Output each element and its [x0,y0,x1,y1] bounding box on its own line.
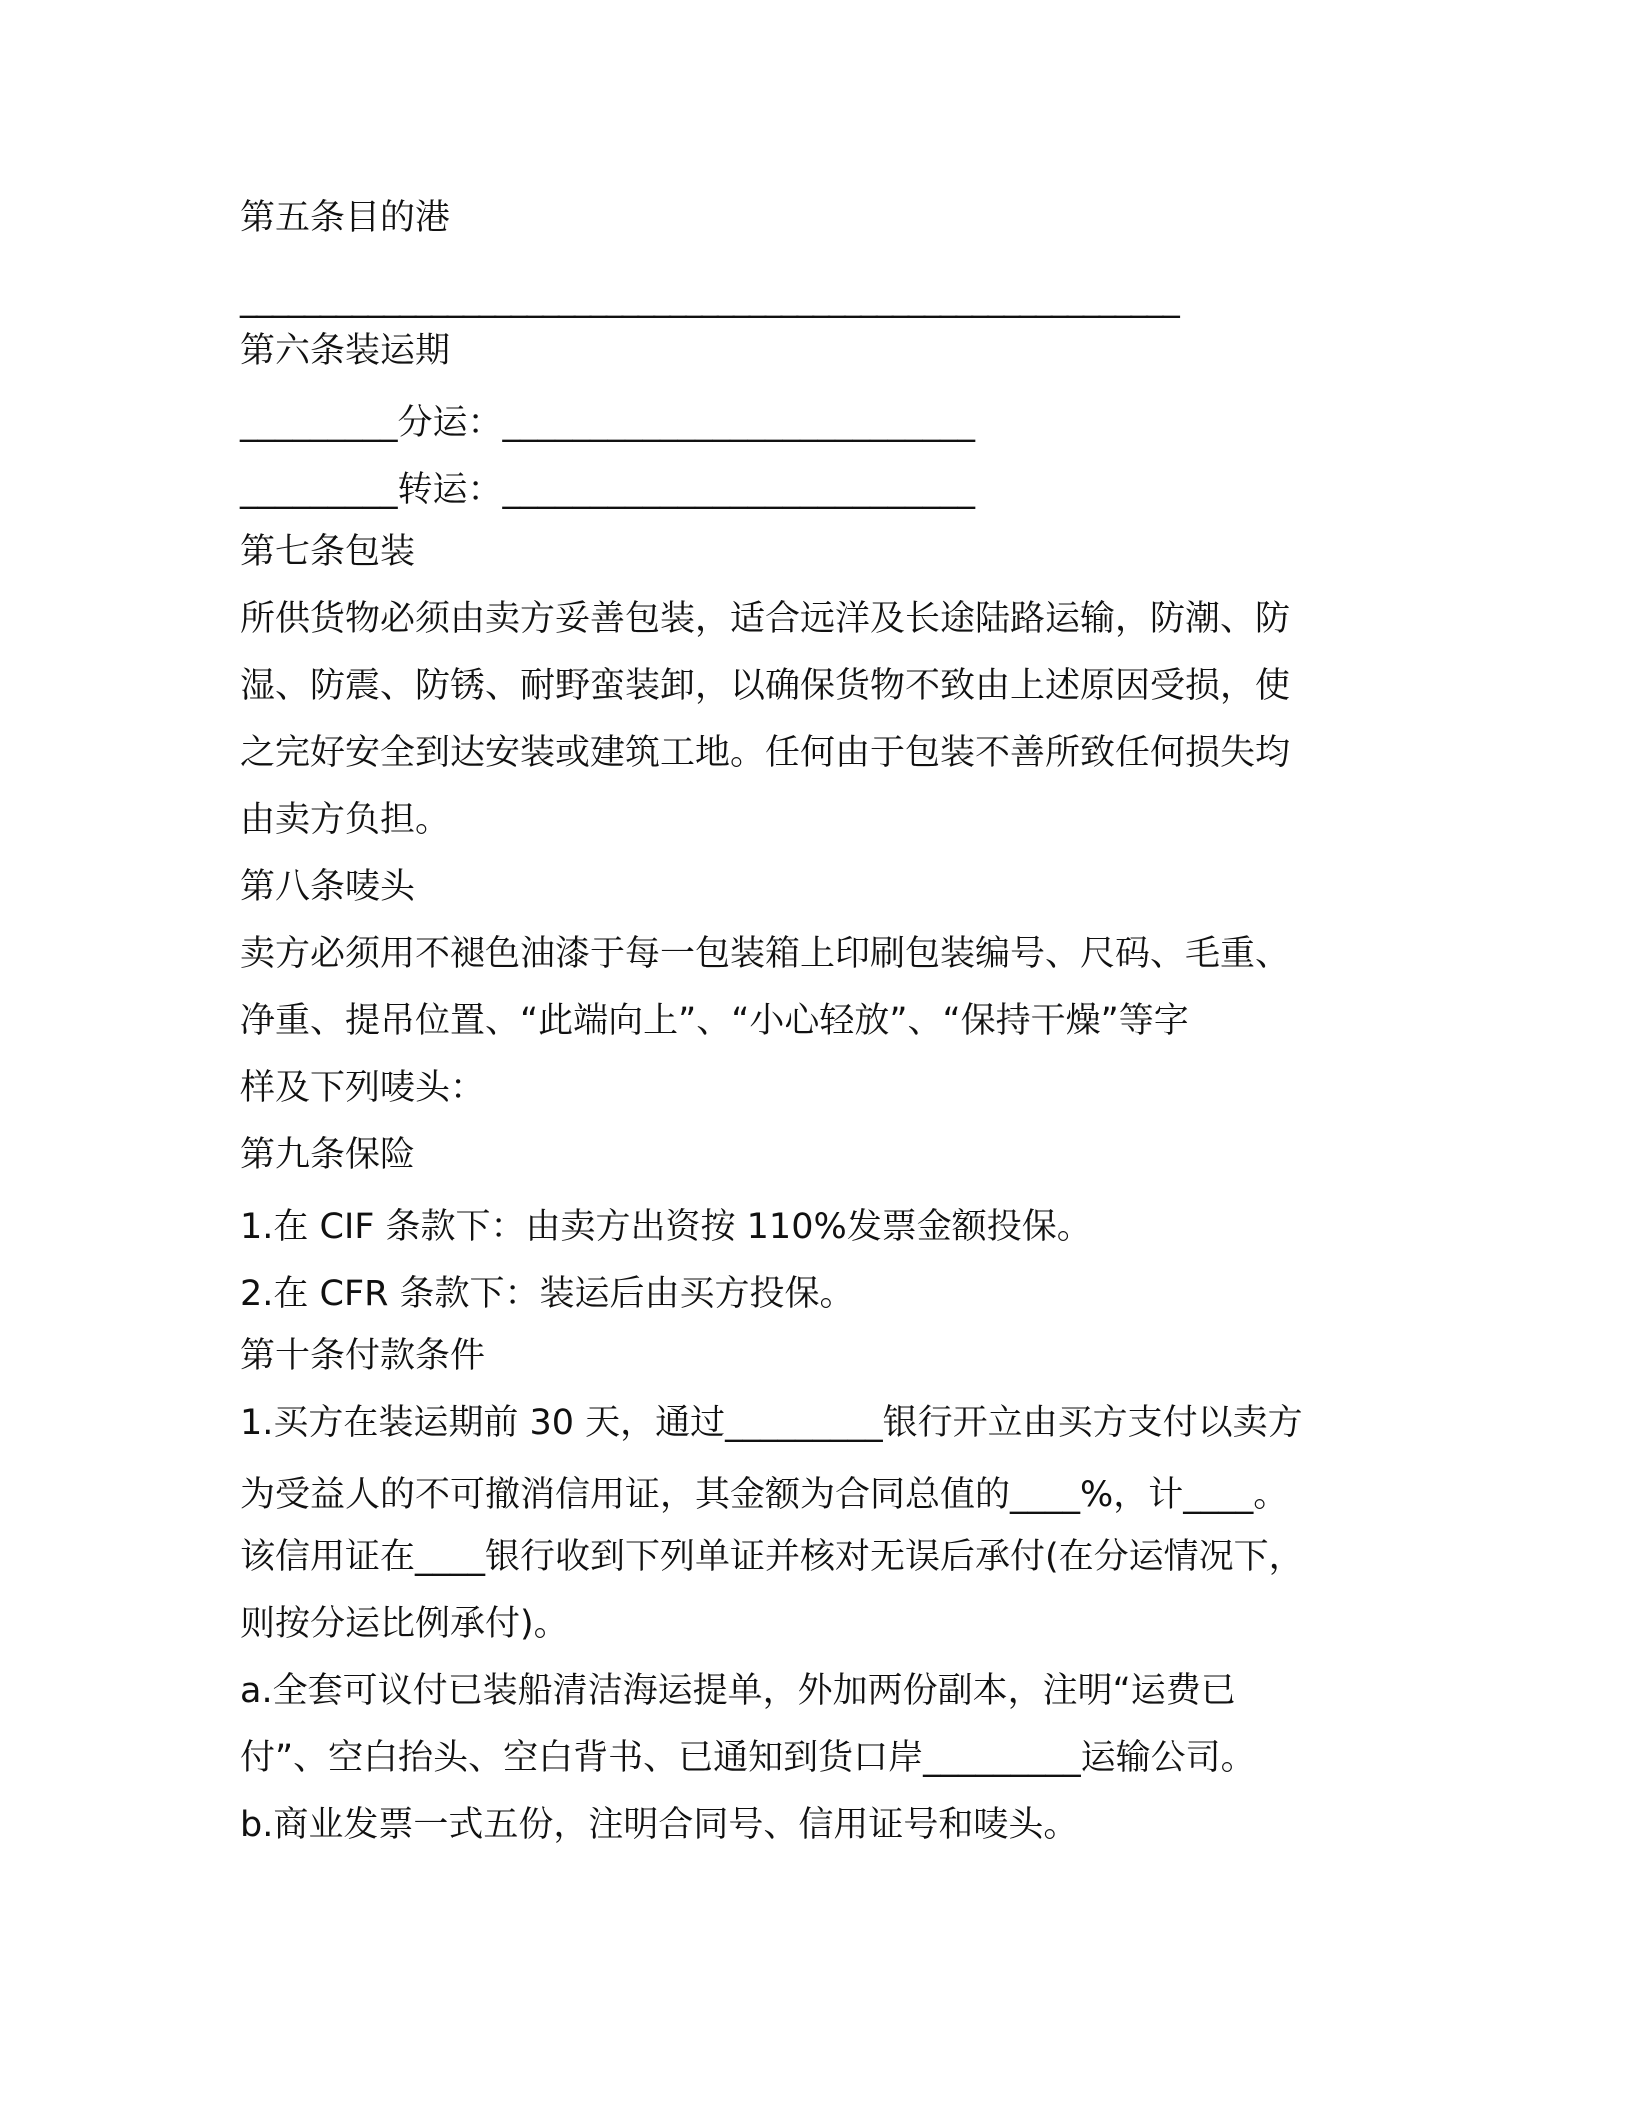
insurance-item-1: 1.在 CIF 条款下：由卖方出资按 110%发票金额投保。 [240,1207,1092,1247]
article-6-heading: 第六条装运期 [240,331,451,371]
packing-paragraph-line: 由卖方负担。 [240,800,451,840]
packing-paragraph-line: 湿、防震、防锈、耐野蛮装卸，以确保货物不致由上述原因受损，使 [240,666,1291,706]
payment-paragraph-line: 为受益人的不可撤消信用证，其金额为合同总值的____%，计____。 [240,1475,1289,1515]
document-item-a-line: a.全套可议付已装船清洁海运提单，外加两份副本，注明“运费已 [240,1671,1236,1711]
transshipment-line: _________转运：___________________________ [240,470,976,510]
marking-paragraph-line: 净重、提吊位置、“此端向上”、“小心轻放”、“保持干燥”等字 [240,1001,1189,1041]
insurance-item-2: 2.在 CFR 条款下：装运后由买方投保。 [240,1274,855,1314]
packing-paragraph-line: 所供货物必须由卖方妥善包装，适合远洋及长途陆路运输，防潮、防 [240,599,1291,639]
marking-paragraph-line: 样及下列唛头： [240,1068,486,1108]
destination-port-blank: ___________________________________________________________ [240,279,1179,319]
marking-paragraph-line: 卖方必须用不褪色油漆于每一包装箱上印刷包装编号、尺码、毛重、 [240,934,1291,974]
article-8-heading: 第八条唛头 [240,867,416,907]
document-item-a-line: 付”、空白抬头、空白背书、已通知到货口岸_________运输公司。 [240,1738,1256,1778]
article-7-heading: 第七条包装 [240,532,416,572]
article-9-heading: 第九条保险 [240,1135,416,1175]
payment-paragraph-line: 则按分运比例承付)。 [240,1604,569,1644]
document-item-b: b.商业发票一式五份，注明合同号、信用证号和唛头。 [240,1805,1079,1845]
article-10-heading: 第十条付款条件 [240,1336,486,1376]
payment-paragraph-line: 该信用证在____银行收到下列单证并核对无误后承付(在分运情况下， [240,1537,1304,1577]
payment-paragraph-line: 1.买方在装运期前 30 天，通过_________银行开立由买方支付以卖方 [240,1403,1303,1443]
article-5-heading: 第五条目的港 [240,198,451,238]
partial-shipment-line: _________分运：___________________________ [240,403,976,443]
packing-paragraph-line: 之完好安全到达安装或建筑工地。任何由于包装不善所致任何损失均 [240,733,1291,773]
